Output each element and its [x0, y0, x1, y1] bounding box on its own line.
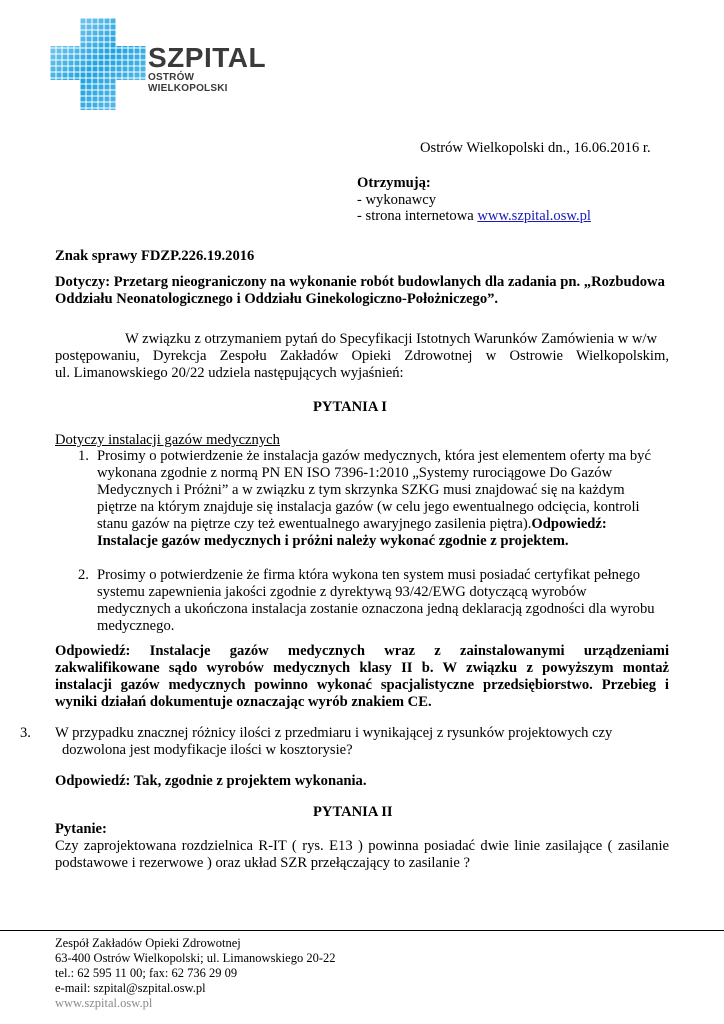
intro-line-3: ul. Limanowskiego 20/22 udziela następujących wyjaśnień: [55, 365, 404, 381]
hospital-logo [50, 18, 270, 110]
q2-line-2: systemu zapewnienia jakości zgodnie z dyrektywą 93/42/EWG dotyczącą wyrobów [97, 584, 587, 600]
q1-line-4: piętrze na którym znajduje się instalacja gazów (w celu jego ewentualnego odcięcia, kontroli [97, 499, 640, 515]
section-1-title: PYTANIA I [313, 399, 387, 415]
a2-line-3: instalacji gazów medycznych powinno wykonać spacjalistyczne przedsiębiorstwo. Przebieg i [55, 677, 669, 693]
recipient-website [357, 208, 591, 225]
q1-line-2: wykonana zgodnie z normą PN EN ISO 7396-1:2010 „Systemy rurociągowe Do Gazów [97, 465, 613, 481]
q1-line-3: Medycznych i Próżni” a w związku z tym skrzynka SZKG musi znajdować się na każdym [97, 482, 625, 498]
q1-number: 1. [78, 448, 89, 464]
q3-line-2: dozwolona jest modyfikacje ilości w kosztorysie? [62, 742, 353, 758]
cross-logo-icon [50, 18, 150, 110]
q1-answer: Instalacje gazów medycznych i próżni należy wykonać zgodnie z projektem. [97, 533, 569, 549]
section-2-line-2: podstawowe i rezerwowe ) oraz układ SZR przełączający to zasilanie ? [55, 855, 470, 871]
q2-number: 2. [78, 567, 89, 583]
recipient-website-prefix: - strona internetowa [357, 208, 478, 224]
a2-line-1: Odpowiedź: Instalacje gazów medycznych wraz z zainstalowanymi urządzeniami [55, 643, 669, 659]
footer-org: Zespół Zakładów Opieki Zdrowotnej [55, 936, 241, 950]
q1-line-5-text: stanu gazów na piętrze czy też ewentualnego awaryjnego zasilenia piętra). [97, 516, 532, 532]
q3-number: 3. [20, 725, 31, 741]
q1-line-5 [97, 516, 607, 533]
footer-website: www.szpital.osw.pl [55, 996, 153, 1010]
intro-line-2: postępowaniu, Dyrekcja Zespołu Zakładów Opieki Zdrowotnej w Ostrowie Wielkopolskim, [55, 348, 669, 364]
website-link[interactable]: www.szpital.osw.pl [477, 208, 591, 224]
q2-line-1: Prosimy o potwierdzenie że firma która wykona ten system musi posiadać certyfikat pełnego [97, 567, 641, 583]
section-1-subheading: Dotyczy instalacji gazów medycznych [55, 432, 280, 448]
a2-line-4: wyniki działań dokumentuje oznaczając wyrób znakiem CE. [55, 694, 432, 710]
q1-line-1: Prosimy o potwierdzenie że instalacja gazów medycznych, która jest elementem oferty ma być [97, 448, 651, 464]
logo-title: SZPITAL [148, 42, 267, 73]
intro-line-1: W związku z otrzymaniem pytań do Specyfikacji Istotnych Warunków Zamówienia w w/w [125, 331, 658, 347]
recipients-title: Otrzymują: [357, 175, 431, 191]
q2-line-3: medycznych a ukończona instalacja zostanie oznaczona jedną deklaracją zgodności dla wyrobu [97, 601, 655, 617]
recipient-contractors: - wykonawcy [357, 192, 437, 208]
footer-phone: tel.: 62 595 11 00; fax: 62 736 29 09 [55, 966, 238, 980]
q3-answer: Odpowiedź: Tak, zgodnie z projektem wykonania. [55, 773, 367, 789]
section-2-line-1: Czy zaprojektowana rozdzielnica R-IT ( rys. E13 ) powinna posiadać dwie linie zasilające ( zasilanie [55, 838, 669, 854]
subject-line-1: Dotyczy: Przetarg nieograniczony na wykonanie robót budowlanych dla zadania pn. „Rozbudowa [55, 274, 665, 290]
footer-email: e-mail: szpital@szpital.osw.pl [55, 981, 206, 995]
section-2-title: PYTANIA II [313, 804, 393, 820]
q2-line-4: medycznego. [97, 618, 175, 634]
logo-subtitle: OSTRÓW WIELKOPOLSKI [148, 72, 228, 94]
case-reference: Znak sprawy FDZP.226.19.2016 [55, 248, 255, 264]
section-2-label: Pytanie: [55, 821, 107, 837]
a2-line-2: zakwalifikowane sądo wyrobów medycznych klasy II b. W związku z powyższym montaż [55, 660, 669, 676]
footer-divider [0, 930, 724, 931]
place-date: Ostrów Wielkopolski dn., 16.06.2016 r. [420, 140, 651, 156]
q3-line-1: W przypadku znacznej różnicy ilości z przedmiaru i wynikającej z rysunków projektowych czy [55, 725, 613, 741]
footer-address: 63-400 Ostrów Wielkopolski; ul. Limanowskiego 20-22 [55, 951, 336, 965]
q1-answer-label: Odpowiedź: [531, 516, 607, 532]
subject-line-2: Oddziału Neonatologicznego i Oddziału Ginekologiczno-Położniczego”. [55, 291, 499, 307]
